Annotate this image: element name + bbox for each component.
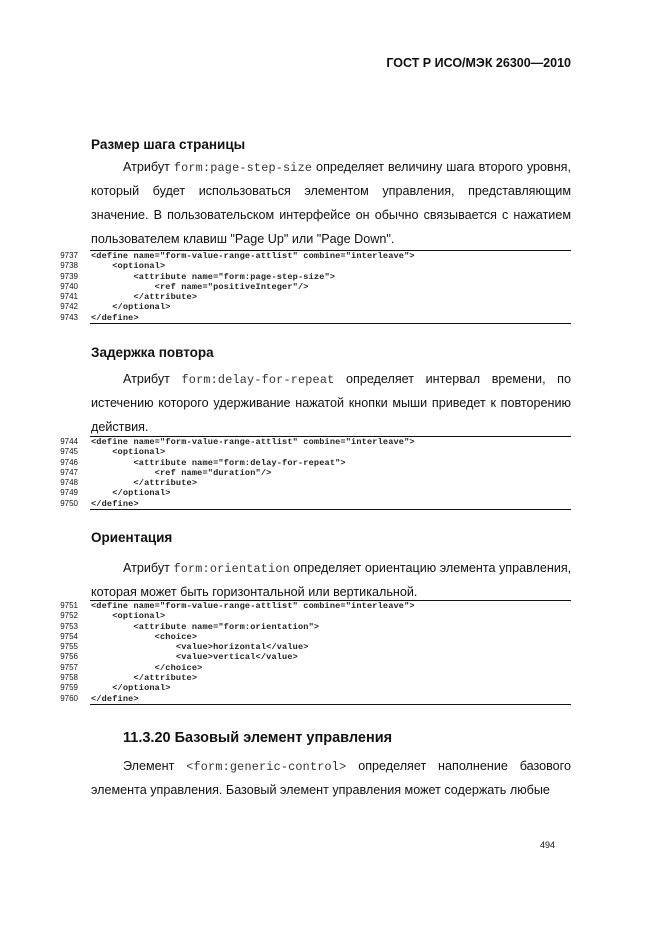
- text-run: который будет использоваться элементом управления, представляющим: [91, 184, 571, 198]
- text-run: действия.: [91, 420, 149, 434]
- paragraph-line: [91, 227, 571, 251]
- text-run: определяет интервал времени, по: [334, 372, 571, 386]
- text-run: Атрибут: [123, 160, 174, 174]
- text-run: определяет величину шага второго уровня,: [312, 160, 571, 174]
- code-line: [42, 251, 571, 261]
- code-term: form:orientation: [173, 562, 290, 576]
- code-listing: [42, 436, 571, 510]
- text-run: элемента управления. Базовый элемент управления может содержать любые: [91, 783, 550, 797]
- page-header: ГОСТ Р ИСО/МЭК 26300—2010: [386, 56, 571, 70]
- code-bottom-rule: [90, 704, 571, 705]
- code-line: [42, 601, 571, 611]
- code-text: <optional>: [91, 611, 166, 622]
- code-line: [42, 282, 571, 292]
- line-number: 9743: [60, 312, 78, 322]
- code-text: <value>horizontal</value>: [91, 642, 309, 653]
- code-text: <ref name="duration"/>: [91, 467, 272, 478]
- code-line: [42, 478, 571, 488]
- code-text: <attribute name="form:delay-for-repeat">: [91, 457, 346, 468]
- code-text: </attribute>: [91, 292, 198, 303]
- line-number: 9740: [60, 281, 78, 291]
- line-number: 9742: [60, 302, 78, 312]
- text-run: определяет ориентацию элемента управления,: [289, 561, 572, 575]
- code-listing: [42, 250, 571, 324]
- line-number: 9752: [60, 611, 78, 621]
- section-heading: Задержка повтора: [91, 345, 214, 360]
- code-text: <attribute name="form:orientation">: [91, 621, 320, 632]
- code-text: </define>: [91, 498, 139, 509]
- code-line: [42, 632, 571, 642]
- subsection-paragraph: [91, 754, 571, 802]
- code-text: <define name="form-value-range-attlist" combine="interleave">: [91, 601, 415, 611]
- code-line: [42, 622, 571, 632]
- paragraph-line: [91, 367, 571, 391]
- line-number: 9760: [60, 693, 78, 703]
- code-text: <ref name="positiveInteger"/>: [91, 281, 309, 292]
- code-term: form:page-step-size: [173, 161, 313, 175]
- code-text: <define name="form-value-range-attlist" combine="interleave">: [91, 437, 415, 447]
- line-number: 9748: [60, 478, 78, 488]
- section-paragraph: [91, 155, 571, 251]
- line-number: 9755: [60, 642, 78, 652]
- line-number: 9741: [60, 292, 78, 302]
- code-line: [42, 642, 571, 652]
- line-number: 9754: [60, 631, 78, 641]
- line-number: 9750: [60, 498, 78, 508]
- code-listing: [42, 600, 571, 705]
- paragraph-line: [91, 179, 571, 203]
- code-text: <attribute name="form:page-step-size">: [91, 271, 336, 282]
- code-text: </optional>: [91, 683, 171, 694]
- line-number: 9753: [60, 621, 78, 631]
- code-bottom-rule: [90, 509, 571, 510]
- code-line: [42, 499, 571, 509]
- code-text: <optional>: [91, 261, 166, 272]
- paragraph-line: [91, 155, 571, 179]
- code-line: [42, 652, 571, 662]
- line-number: 9745: [60, 447, 78, 457]
- code-text: <choice>: [91, 631, 198, 642]
- code-line: [42, 458, 571, 468]
- code-term: form:delay-for-repeat: [181, 373, 335, 387]
- line-number: 9757: [60, 662, 78, 672]
- subsection-heading: 11.3.20 Базовый элемент управления: [123, 730, 393, 746]
- code-line: [42, 663, 571, 673]
- line-number: 9738: [60, 261, 78, 271]
- code-line: [42, 261, 571, 271]
- text-run: значение. В пользовательском интерфейсе он обычно связывается с нажатием: [91, 208, 571, 222]
- code-bottom-rule: [90, 323, 571, 324]
- line-number: 9759: [60, 683, 78, 693]
- code-text: <define name="form-value-range-attlist" combine="interleave">: [91, 251, 415, 261]
- code-line: [42, 468, 571, 478]
- text-run: Элемент: [123, 759, 187, 773]
- line-number: 9758: [60, 673, 78, 683]
- line-number: 9744: [60, 437, 78, 446]
- section-paragraph: [91, 556, 571, 604]
- paragraph-line: [91, 203, 571, 227]
- text-run: пользователем клавиш "Page Up" или "Page Down".: [91, 232, 395, 246]
- code-text: <value>vertical</value>: [91, 652, 298, 663]
- line-number: 9746: [60, 457, 78, 467]
- code-line: [42, 272, 571, 282]
- line-number: 9739: [60, 271, 78, 281]
- code-line: [42, 694, 571, 704]
- paragraph-line: [91, 391, 571, 415]
- code-line: [42, 683, 571, 693]
- code-text: </attribute>: [91, 478, 198, 489]
- page-number: 494: [540, 840, 556, 850]
- code-text: </choice>: [91, 662, 203, 673]
- code-text: </define>: [91, 312, 139, 323]
- paragraph-line: [91, 778, 571, 802]
- section-heading: Ориентация: [91, 530, 173, 545]
- code-line: [42, 673, 571, 683]
- code-line: [42, 292, 571, 302]
- code-text: </optional>: [91, 488, 171, 499]
- code-line: [42, 437, 571, 447]
- code-line: [42, 302, 571, 312]
- code-line: [42, 611, 571, 621]
- text-run: которая может быть горизонтальной или вертикальной.: [91, 585, 418, 599]
- line-number: 9749: [60, 488, 78, 498]
- code-text: </optional>: [91, 302, 171, 313]
- code-term: <form:generic-control>: [186, 760, 347, 774]
- code-text: <optional>: [91, 447, 166, 458]
- section-heading: Размер шага страницы: [91, 137, 246, 152]
- code-text: </attribute>: [91, 673, 198, 684]
- text-run: определяет наполнение базового: [346, 759, 571, 773]
- paragraph-line: [91, 556, 571, 580]
- line-number: 9751: [60, 601, 78, 610]
- section-paragraph: [91, 367, 571, 439]
- text-run: Атрибут: [123, 561, 174, 575]
- line-number: 9737: [60, 251, 78, 260]
- line-number: 9756: [60, 652, 78, 662]
- code-line: [42, 313, 571, 323]
- paragraph-line: [91, 754, 571, 778]
- text-run: истечению которого удерживание нажатой кнопки мыши приведет к повторению: [91, 396, 571, 410]
- code-text: </define>: [91, 693, 139, 704]
- text-run: Атрибут: [123, 372, 182, 386]
- line-number: 9747: [60, 467, 78, 477]
- code-line: [42, 447, 571, 457]
- code-line: [42, 488, 571, 498]
